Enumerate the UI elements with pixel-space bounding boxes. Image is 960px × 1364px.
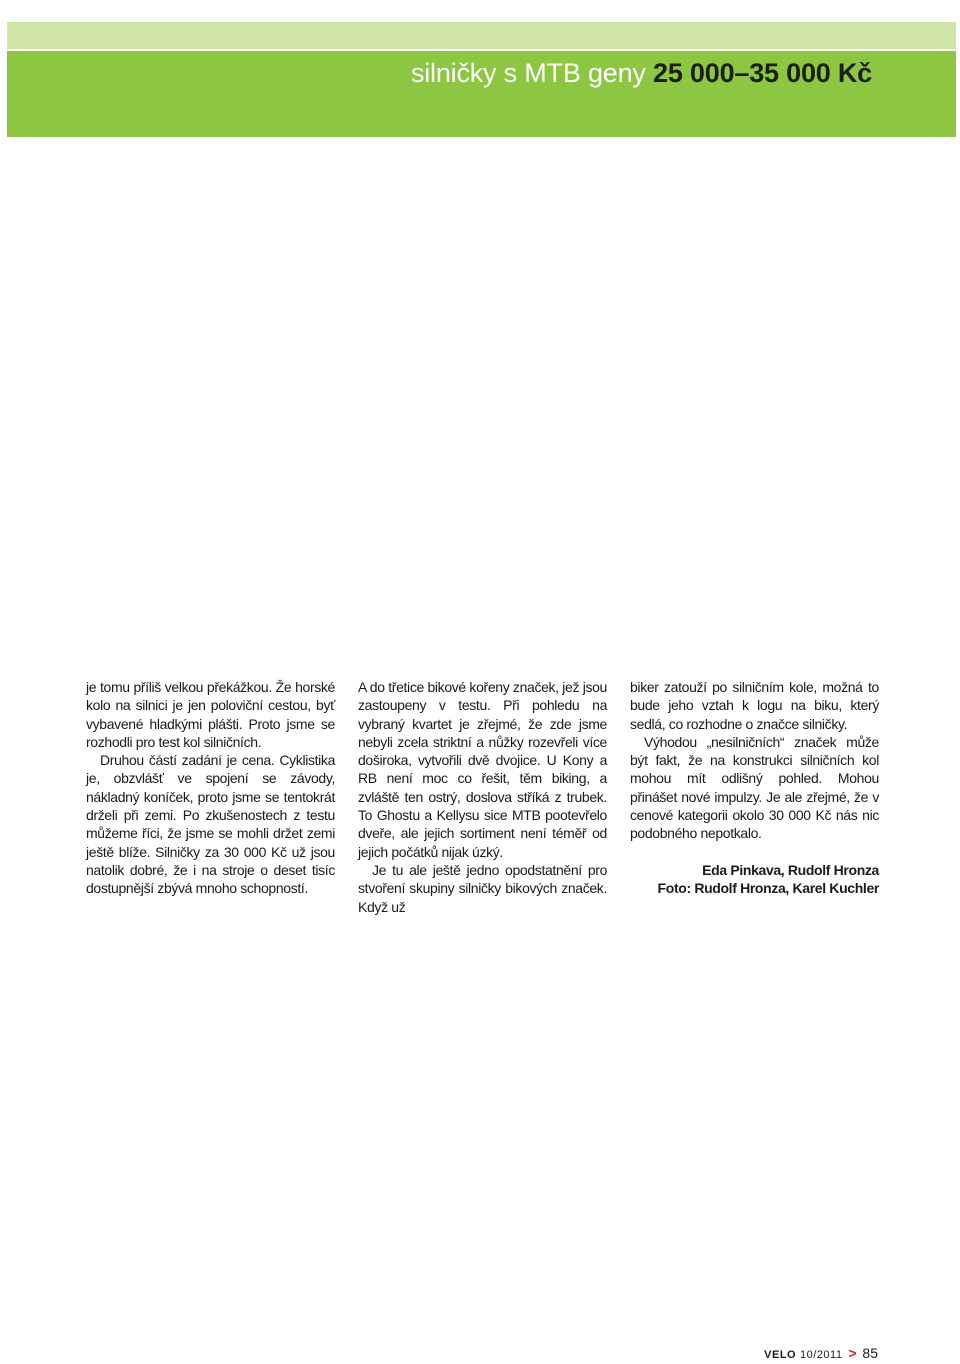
page-footer	[764, 1344, 878, 1364]
page-title	[411, 57, 872, 89]
paragraph: biker zatouží po silničním kole, možná to bude jeho vztah k logu na biku, který sedlá, co rozhodne o značce silničky.	[630, 679, 879, 732]
credits-authors: Eda Pinkava, Rudolf Hronza	[702, 861, 879, 878]
text-column-3	[630, 678, 879, 897]
arrow-icon: >	[848, 1345, 857, 1361]
paragraph: Druhou částí zadání je cena. Cyklistika je, obzvlášť ve spojení se závody, nákladný koníček, proto jsme se tentokrát drželi při zemi. Po zkušenostech z testu můžeme říci, že jsme se mohli držet zemi ještě blíže. Silničky za 30 000 Kč už jsou natolik dobré, že i na stroje o deset tisíc dostupnější zbývá mnoho schopností.	[86, 752, 335, 897]
page-title-price: 25 000–35 000 Kč	[653, 58, 872, 88]
paragraph: Je tu ale ještě jedno opodstatnění pro stvoření skupiny silničky bikových značek. Když už	[358, 861, 607, 915]
page-title-lead: silničky s MTB geny	[410, 58, 653, 88]
text-column-1	[86, 678, 335, 898]
header-band-light	[7, 22, 956, 49]
page-number: 85	[862, 1345, 878, 1361]
magazine-name: VELO	[764, 1349, 797, 1361]
paragraph: Výhodou „nesilničních“ značek může být fakt, že na konstrukci silničních kol mohou mít odlišný pohled. Mohou přinášet nové impulzy. Je ale zřejmé, že v cenové kategorii okolo 30 000 Kč nás nic podobného nepotkalo.	[630, 733, 879, 842]
paragraph: je tomu příliš velkou překážkou. Že horské kolo na silnici je jen poloviční cestou, byť vybavené hladkými plášti. Proto jsme se rozhodli pro test kol silničních.	[86, 679, 335, 750]
article-credits	[630, 861, 879, 897]
paragraph: A do třetice bikové kořeny značek, jež jsou zastoupeny v testu. Při pohledu na vybraný kvartet je zřejmé, že zde jsme nebyli zcela striktní a nůžky rozevřeli více doširoka, vytvořili dvě dvojice. U Kony a RB není moc co řešit, těm biking, a zvláště ten ostrý, doslova stříká z trubek. To Ghostu a Kellysu sice MTB pootevřelo dveře, ale jejich sortiment není téměř od jejich počátků nijak úzký.	[358, 679, 607, 860]
text-column-2	[358, 678, 607, 916]
credits-photos: Foto: Rudolf Hronza, Karel Kuchler	[657, 879, 879, 896]
issue-number: 10/2011	[800, 1349, 843, 1361]
